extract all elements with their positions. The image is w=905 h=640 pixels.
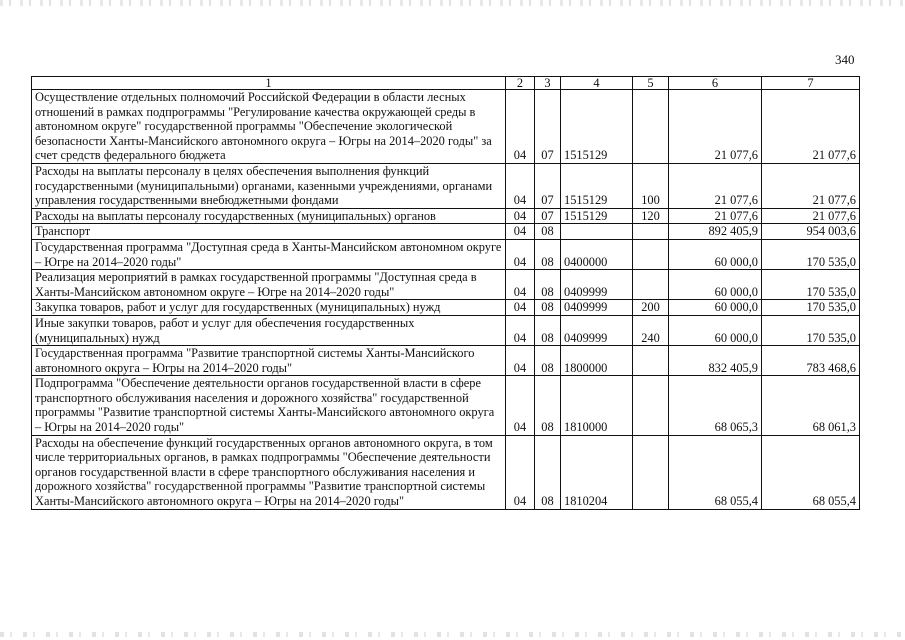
row-expense-type-cell: 240	[633, 315, 669, 345]
row-subsection-cell: 07	[535, 163, 561, 208]
table-row	[32, 239, 860, 269]
budget-table	[31, 76, 860, 510]
header-col-1: 1	[32, 77, 506, 90]
table-body	[32, 90, 860, 510]
row-subsection-cell: 08	[535, 376, 561, 435]
header-col-7: 7	[762, 77, 860, 90]
row-target-article-cell: 1810000	[561, 376, 633, 435]
row-section-cell: 04	[506, 270, 535, 300]
row-expense-type-cell: 100	[633, 163, 669, 208]
row-expense-type-cell	[633, 376, 669, 435]
row-amount-col7-cell: 170 535,0	[762, 300, 860, 316]
row-amount-col6-cell: 832 405,9	[669, 346, 762, 376]
row-section-cell: 04	[506, 300, 535, 316]
row-subsection-cell: 07	[535, 90, 561, 164]
row-amount-col7-cell: 21 077,6	[762, 208, 860, 224]
row-amount-col6-cell: 60 000,0	[669, 239, 762, 269]
row-target-article-cell: 0409999	[561, 300, 633, 316]
row-target-article-cell: 1515129	[561, 163, 633, 208]
row-name-cell: Реализация мероприятий в рамках государственной программы "Доступная среда в Ханты-Мансийском автономном округе – Югре на 2014–2020 годы"	[32, 270, 506, 300]
scan-artifact-bottom	[0, 632, 905, 637]
row-name-cell: Государственная программа "Доступная среда в Ханты-Мансийском автономном округе – Югре на 2014–2020 годы"	[32, 239, 506, 269]
row-amount-col7-cell: 170 535,0	[762, 315, 860, 345]
row-amount-col6-cell: 21 077,6	[669, 163, 762, 208]
row-target-article-cell: 1810204	[561, 435, 633, 509]
row-section-cell: 04	[506, 435, 535, 509]
table-row	[32, 270, 860, 300]
row-subsection-cell: 08	[535, 270, 561, 300]
row-target-article-cell: 1515129	[561, 208, 633, 224]
row-target-article-cell: 0409999	[561, 315, 633, 345]
header-col-4: 4	[561, 77, 633, 90]
row-name-cell: Закупка товаров, работ и услуг для государственных (муниципальных) нужд	[32, 300, 506, 316]
row-subsection-cell: 08	[535, 435, 561, 509]
row-name-cell: Осуществление отдельных полномочий Российской Федерации в области лесных отношений в рамках подпрограммы "Регулирование качества окружающей среды в автономном округе" государственной программы "Обеспечение экологической безопасности Ханты-Мансийского автономного округа – Югры на 2014–2020 годы" за счет средств федерального бюджета	[32, 90, 506, 164]
table-row	[32, 300, 860, 316]
table-row	[32, 315, 860, 345]
row-expense-type-cell: 120	[633, 208, 669, 224]
row-target-article-cell: 0409999	[561, 270, 633, 300]
page-number: 340	[835, 52, 855, 67]
row-subsection-cell: 08	[535, 224, 561, 240]
row-section-cell: 04	[506, 224, 535, 240]
header-col-6: 6	[669, 77, 762, 90]
row-amount-col6-cell: 60 000,0	[669, 300, 762, 316]
table-row	[32, 346, 860, 376]
row-section-cell: 04	[506, 208, 535, 224]
row-name-cell: Государственная программа "Развитие транспортной системы Ханты-Мансийского автономного округа – Югры на 2014–2020 годы"	[32, 346, 506, 376]
row-subsection-cell: 08	[535, 239, 561, 269]
row-section-cell: 04	[506, 315, 535, 345]
row-name-cell: Иные закупки товаров, работ и услуг для обеспечения государственных (муниципальных) нужд	[32, 315, 506, 345]
row-expense-type-cell	[633, 270, 669, 300]
row-amount-col6-cell: 60 000,0	[669, 315, 762, 345]
row-amount-col6-cell: 892 405,9	[669, 224, 762, 240]
row-expense-type-cell	[633, 224, 669, 240]
row-amount-col6-cell: 68 055,4	[669, 435, 762, 509]
row-target-article-cell: 1515129	[561, 90, 633, 164]
row-amount-col7-cell: 68 061,3	[762, 376, 860, 435]
row-amount-col7-cell: 68 055,4	[762, 435, 860, 509]
table-row	[32, 90, 860, 164]
row-expense-type-cell	[633, 346, 669, 376]
header-col-5: 5	[633, 77, 669, 90]
row-target-article-cell: 0400000	[561, 239, 633, 269]
row-section-cell: 04	[506, 346, 535, 376]
row-name-cell: Расходы на выплаты персоналу в целях обеспечения выполнения функций государственными (муниципальными) органами, казенными учреждениями, органами управления государственными внебюджетными фондами	[32, 163, 506, 208]
header-col-3: 3	[535, 77, 561, 90]
table-row	[32, 435, 860, 509]
row-name-cell: Расходы на обеспечение функций государственных органов автономного округа, в том числе территориальных органов, в рамках подпрограммы "Обеспечение деятельности органов государственной власти в сфере транспортного обслуживания населения и дорожного хозяйства" государственной программы "Развитие транспортной системы Ханты-Мансийского автономного округа – Югры на 2014–2020 годы"	[32, 435, 506, 509]
row-section-cell: 04	[506, 90, 535, 164]
header-col-2: 2	[506, 77, 535, 90]
row-section-cell: 04	[506, 163, 535, 208]
row-amount-col7-cell: 170 535,0	[762, 270, 860, 300]
row-amount-col6-cell: 68 065,3	[669, 376, 762, 435]
table-row	[32, 208, 860, 224]
row-amount-col7-cell: 783 468,6	[762, 346, 860, 376]
row-amount-col6-cell: 60 000,0	[669, 270, 762, 300]
row-subsection-cell: 08	[535, 315, 561, 345]
row-section-cell: 04	[506, 376, 535, 435]
row-target-article-cell	[561, 224, 633, 240]
row-target-article-cell: 1800000	[561, 346, 633, 376]
row-amount-col7-cell: 21 077,6	[762, 163, 860, 208]
row-amount-col6-cell: 21 077,6	[669, 208, 762, 224]
row-amount-col7-cell: 170 535,0	[762, 239, 860, 269]
row-amount-col7-cell: 954 003,6	[762, 224, 860, 240]
scan-artifact-top	[0, 0, 905, 6]
row-expense-type-cell: 200	[633, 300, 669, 316]
row-amount-col6-cell: 21 077,6	[669, 90, 762, 164]
row-name-cell: Расходы на выплаты персоналу государственных (муниципальных) органов	[32, 208, 506, 224]
row-name-cell: Транспорт	[32, 224, 506, 240]
row-expense-type-cell	[633, 435, 669, 509]
row-subsection-cell: 08	[535, 300, 561, 316]
row-expense-type-cell	[633, 239, 669, 269]
table-row	[32, 163, 860, 208]
row-section-cell: 04	[506, 239, 535, 269]
row-subsection-cell: 07	[535, 208, 561, 224]
table-header-row	[32, 77, 860, 90]
table-row	[32, 376, 860, 435]
row-subsection-cell: 08	[535, 346, 561, 376]
table-row	[32, 224, 860, 240]
row-name-cell: Подпрограмма "Обеспечение деятельности органов государственной власти в сфере транспортного обслуживания населения и дорожного хозяйства" государственной программы "Развитие транспортной системы Ханты-Мансийского автономного округа – Югры на 2014–2020 годы"	[32, 376, 506, 435]
row-amount-col7-cell: 21 077,6	[762, 90, 860, 164]
row-expense-type-cell	[633, 90, 669, 164]
